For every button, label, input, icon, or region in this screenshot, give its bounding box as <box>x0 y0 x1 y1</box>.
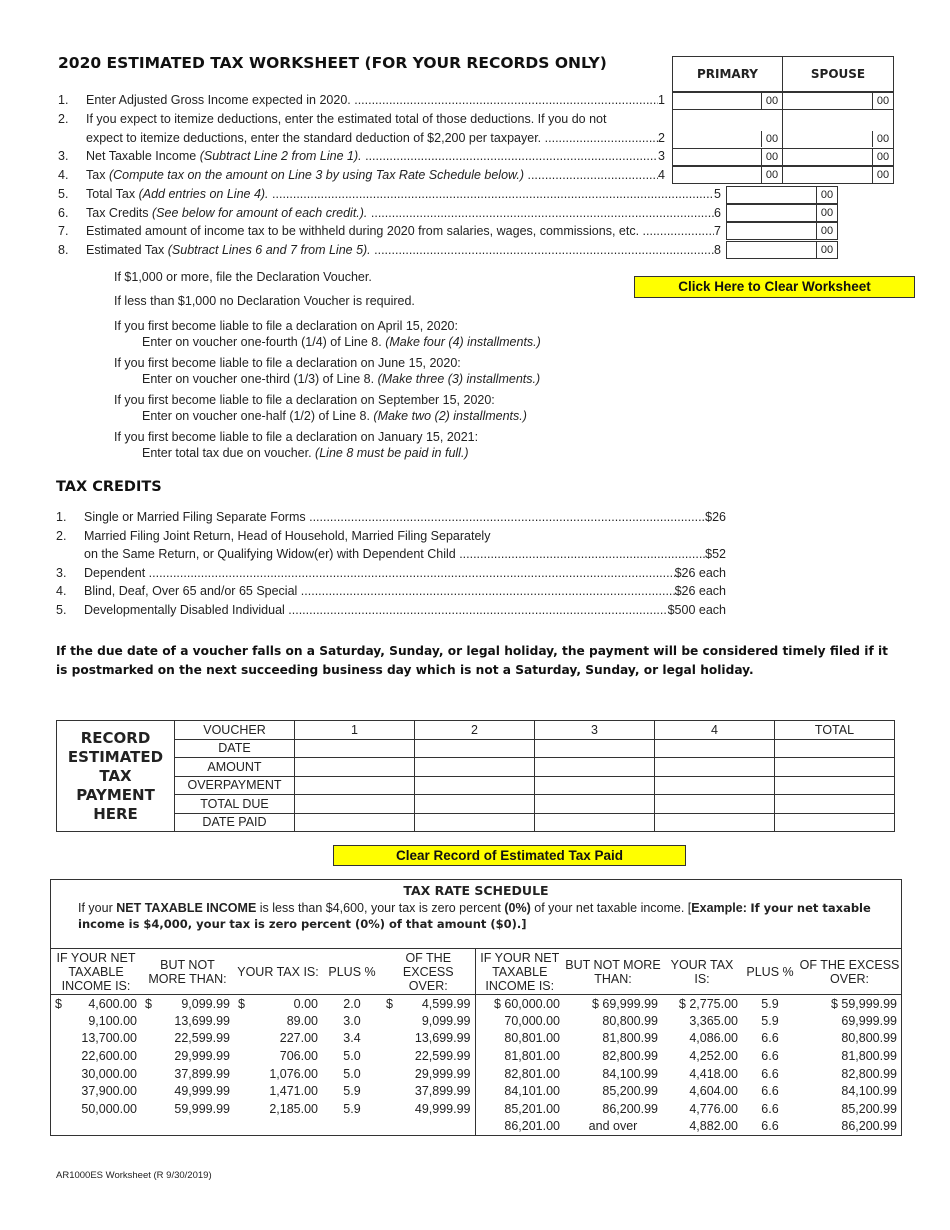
rate-cell: $ 4,599.99 <box>386 996 471 1011</box>
note-september: If you first become liable to file a declaration on September 15, 2020: Enter on voucher one-half (1/2) of Line 8. (Make two (2) installments.) <box>114 393 527 423</box>
rate-cell: 37,900.00 <box>81 1084 137 1099</box>
line-5: 5. Total Tax (Add entries on Line 4). ..... 5 <box>58 187 726 206</box>
rate-cell: 4,604.00 <box>689 1084 738 1099</box>
record-cell[interactable] <box>655 776 775 795</box>
record-label: RECORD ESTIMATED TAX PAYMENT HERE <box>57 721 175 832</box>
rate-cell: $ 60,000.00 <box>475 995 564 1013</box>
th-tax: YOUR TAX IS: <box>234 949 322 995</box>
record-row-amount: AMOUNT <box>175 758 295 777</box>
rate-cell: 706.00 <box>279 1049 318 1064</box>
rate-cell: 84,101.00 <box>475 1082 564 1100</box>
line-2b: expect to itemize deductions, enter the standard deduction of $2,200 per taxpayer. ..... 2 <box>58 131 670 150</box>
note-1000-or-more: If $1,000 or more, file the Declaration Voucher. <box>114 270 372 284</box>
primary-spouse-header <box>672 56 894 92</box>
rate-cell: 85,200.99 <box>841 1101 897 1116</box>
rate-cell <box>234 1118 322 1136</box>
rate-cell: 3.0 <box>343 1013 361 1028</box>
record-cell[interactable] <box>775 795 895 814</box>
record-col-3: 3 <box>535 721 655 740</box>
record-cell[interactable] <box>535 795 655 814</box>
line-1-spouse-input[interactable]: 00 <box>782 92 894 110</box>
rate-cell: $ 69,999.99 <box>591 996 658 1011</box>
rate-cell: 49,999.99 <box>174 1084 230 1099</box>
rate-cell: 89.00 <box>286 1013 318 1028</box>
th-plus: PLUS % <box>742 949 798 995</box>
rate-cell: 13,700.00 <box>81 1031 137 1046</box>
rate-cell: 5.0 <box>343 1049 361 1064</box>
rate-cell: 1,076.00 <box>269 1066 318 1081</box>
rate-cell <box>382 1118 475 1136</box>
th-not-more: BUT NOT MORE THAN: <box>564 949 662 995</box>
rate-cell: 85,201.00 <box>475 1100 564 1118</box>
rate-cell: 4,418.00 <box>689 1066 738 1081</box>
rate-cell: 81,800.99 <box>602 1031 658 1046</box>
rate-cell: 2.0 <box>343 996 361 1011</box>
rate-schedule-title: TAX RATE SCHEDULE <box>403 883 549 898</box>
line-3-primary-input[interactable]: 00 <box>672 148 783 166</box>
record-cell[interactable] <box>775 739 895 758</box>
clear-record-button[interactable]: Clear Record of Estimated Tax Paid <box>333 845 686 866</box>
rate-cell: 82,800.99 <box>841 1066 897 1081</box>
note-june: If you first become liable to file a declaration on June 15, 2020: Enter on voucher one-third (1/3) of Line 8. (Make three (3) installments.) <box>114 356 541 386</box>
credit-1: 1. Single or Married Filing Separate Forms ..... $26 <box>56 510 726 524</box>
rate-cell: 6.6 <box>761 1084 779 1099</box>
th-not-more: BUT NOT MORE THAN: <box>141 949 234 995</box>
record-cell[interactable] <box>655 813 775 832</box>
rate-cell: 29,999.99 <box>414 1066 471 1081</box>
rate-header-row <box>51 949 901 995</box>
th-income: IF YOUR NET TAXABLE INCOME IS: <box>51 949 141 995</box>
note-january: If you first become liable to file a declaration on January 15, 2021: Enter total tax due on voucher. (Line 8 must be paid in full.) <box>114 430 479 460</box>
line-4: 4. Tax (Compute tax on the amount on Line 3 by using Tax Rate Schedule below.) ..... 4 <box>58 168 670 187</box>
due-date-note: If the due date of a voucher falls on a Saturday, Sunday, or legal holiday, the payment will be considered timely filed if it is postmarked on the next succeeding business day which is not a Saturday, Sunday, or legal holiday. <box>56 644 888 677</box>
rate-cell: 37,899.99 <box>414 1084 471 1099</box>
rate-cell: 59,999.99 <box>174 1101 230 1116</box>
credit-3: 3. Dependent ..... $26 each <box>56 566 726 580</box>
line-8-input[interactable]: 00 <box>726 241 838 259</box>
record-row-total-due: TOTAL DUE <box>175 795 295 814</box>
line-3: 3. Net Taxable Income (Subtract Line 2 from Line 1). ..... 3 <box>58 149 670 168</box>
rate-cell <box>322 1118 382 1136</box>
rate-cell: 49,999.99 <box>414 1101 471 1116</box>
note-less-than-1000: If less than $1,000 no Declaration Voucher is required. <box>114 294 415 308</box>
rate-cell: 82,801.00 <box>475 1065 564 1083</box>
rate-cell <box>51 1118 141 1136</box>
record-row-date: DATE <box>175 739 295 758</box>
rate-cell: $ 9,099.99 <box>145 996 230 1011</box>
record-cell[interactable] <box>415 795 535 814</box>
rate-cell: $ 0.00 <box>238 996 318 1011</box>
note-april: If you first become liable to file a declaration on April 15, 2020: Enter on voucher one-fourth (1/4) of Line 8. (Make four (4) installments.) <box>114 319 541 349</box>
rate-cell: 5.9 <box>343 1101 361 1116</box>
rate-cell: 80,800.99 <box>602 1013 658 1028</box>
rate-row <box>51 1030 901 1048</box>
rate-cell: 82,800.99 <box>602 1049 658 1064</box>
th-income: IF YOUR NET TAXABLE INCOME IS: <box>475 949 564 995</box>
record-cell[interactable] <box>775 813 895 832</box>
record-col-1: 1 <box>295 721 415 740</box>
record-row-voucher: VOUCHER <box>175 721 295 740</box>
rate-cell: $ 2,775.00 <box>678 996 738 1011</box>
rate-row <box>51 1082 901 1100</box>
rate-cell: 6.6 <box>761 1049 779 1064</box>
record-cell[interactable] <box>535 776 655 795</box>
line-7: 7. Estimated amount of income tax to be withheld during 2020 from salaries, wages, commissions, etc. ..... 7 <box>58 224 726 243</box>
rate-cell: 6.6 <box>761 1119 779 1134</box>
rate-row <box>51 1047 901 1065</box>
credit-2b: on the Same Return, or Qualifying Widow(er) with Dependent Child ..... $52 <box>56 547 726 561</box>
rate-cell: $ 59,999.99 <box>830 996 897 1011</box>
rate-cell: 86,201.00 <box>475 1118 564 1136</box>
line-2-spouse-input[interactable]: 00 <box>782 109 894 149</box>
rate-cell: 13,699.99 <box>174 1013 230 1028</box>
th-excess: OF THE EXCESS OVER: <box>798 949 901 995</box>
record-col-4: 4 <box>655 721 775 740</box>
record-cell[interactable] <box>655 758 775 777</box>
credit-5: 5. Developmentally Disabled Individual ..... $500 each <box>56 603 726 617</box>
rate-cell: 5.9 <box>761 1013 779 1028</box>
rate-cell: 70,000.00 <box>475 1012 564 1030</box>
rate-cell: 9,099.99 <box>421 1013 471 1028</box>
primary-header: PRIMARY <box>673 57 783 91</box>
record-cell[interactable] <box>295 758 415 777</box>
line-2a: 2. If you expect to itemize deductions, enter the estimated total of those deductions. If you do not <box>58 112 607 126</box>
record-cell[interactable] <box>535 813 655 832</box>
rate-cell: 81,801.00 <box>475 1047 564 1065</box>
rate-cell: 5.9 <box>343 1084 361 1099</box>
rate-cell: 4,252.00 <box>689 1049 738 1064</box>
rate-row <box>51 1012 901 1030</box>
rate-cell: $ 4,600.00 <box>55 996 137 1011</box>
rate-cell: 227.00 <box>279 1031 318 1046</box>
rate-cell: 13,699.99 <box>414 1031 471 1046</box>
rate-cell: 2,185.00 <box>269 1101 318 1116</box>
record-cell[interactable] <box>295 795 415 814</box>
record-payment-table <box>56 720 895 832</box>
rate-cell: 85,200.99 <box>602 1084 658 1099</box>
rate-cell: and over <box>588 1119 638 1134</box>
rate-cell: 3,365.00 <box>689 1013 738 1028</box>
th-plus: PLUS % <box>322 949 382 995</box>
record-cell[interactable] <box>535 758 655 777</box>
line-4-spouse-input[interactable]: 00 <box>782 166 894 184</box>
rate-cell: 84,100.99 <box>602 1066 658 1081</box>
rate-row <box>51 1100 901 1118</box>
line-2-primary-input[interactable]: 00 <box>672 109 783 149</box>
record-col-total: TOTAL <box>775 721 895 740</box>
record-row-overpayment: OVERPAYMENT <box>175 776 295 795</box>
record-col-2: 2 <box>415 721 535 740</box>
rate-cell: 5.9 <box>761 996 779 1011</box>
line-1-primary-input[interactable]: 00 <box>672 92 783 110</box>
rate-cell: 80,801.00 <box>475 1030 564 1048</box>
rate-cell: 29,999.99 <box>174 1049 230 1064</box>
rate-cell: 4,882.00 <box>689 1119 738 1134</box>
page-title: 2020 ESTIMATED TAX WORKSHEET (FOR YOUR RECORDS ONLY) <box>58 54 607 72</box>
rate-cell: 50,000.00 <box>81 1101 137 1116</box>
line-8: 8. Estimated Tax (Subtract Lines 6 and 7 from Line 5). ..... 8 <box>58 243 726 262</box>
th-tax: YOUR TAX IS: <box>662 949 742 995</box>
rate-cell: 6.6 <box>761 1066 779 1081</box>
clear-worksheet-button[interactable]: Click Here to Clear Worksheet <box>634 276 915 298</box>
rate-cell: 4,776.00 <box>689 1101 738 1116</box>
rate-cell: 69,999.99 <box>841 1013 897 1028</box>
line-1: 1. Enter Adjusted Gross Income expected in 2020. ..... 1 <box>58 93 670 112</box>
record-cell[interactable] <box>295 776 415 795</box>
rate-row <box>51 1065 901 1083</box>
record-cell[interactable] <box>775 776 895 795</box>
rate-cell: 5.0 <box>343 1066 361 1081</box>
rate-cell: 37,899.99 <box>174 1066 230 1081</box>
rate-cell: 81,800.99 <box>841 1049 897 1064</box>
record-cell[interactable] <box>415 758 535 777</box>
rate-cell: 4,086.00 <box>689 1031 738 1046</box>
line-6-input[interactable]: 00 <box>726 204 838 222</box>
line-3-spouse-input[interactable]: 00 <box>782 148 894 166</box>
rate-row <box>51 995 901 1013</box>
record-cell[interactable] <box>295 739 415 758</box>
rate-schedule-intro: If your NET TAXABLE INCOME is less than $4,600, your tax is zero percent (0%) of your net taxable income. [Example: If your net taxable income is $4,000, your tax is zero percent (0%) of that amount ($0).] <box>78 901 871 931</box>
record-cell[interactable] <box>655 795 775 814</box>
rate-cell: 84,100.99 <box>841 1084 897 1099</box>
rate-table <box>51 948 901 1135</box>
line-6: 6. Tax Credits (See below for amount of each credit.). ..... 6 <box>58 206 726 225</box>
rate-cell: 1,471.00 <box>269 1084 318 1099</box>
spouse-header: SPOUSE <box>810 67 866 81</box>
rate-cell: 9,100.00 <box>88 1013 137 1028</box>
rate-cell: 86,200.99 <box>602 1101 658 1116</box>
rate-cell: 30,000.00 <box>81 1066 137 1081</box>
record-cell[interactable] <box>295 813 415 832</box>
record-cell[interactable] <box>415 776 535 795</box>
rate-cell: 22,599.99 <box>174 1031 230 1046</box>
record-cell[interactable] <box>535 739 655 758</box>
line-4-primary-input[interactable]: 00 <box>672 166 783 184</box>
record-cell[interactable] <box>415 739 535 758</box>
footer-form-id: AR1000ES Worksheet (R 9/30/2019) <box>56 1170 212 1181</box>
line-5-input[interactable]: 00 <box>726 186 838 204</box>
rate-cell: 3.4 <box>343 1031 361 1046</box>
th-excess: OF THE EXCESS OVER: <box>382 949 475 995</box>
record-cell[interactable] <box>775 758 895 777</box>
credit-2a: 2. Married Filing Joint Return, Head of Household, Married Filing Separately <box>56 529 491 543</box>
rate-cell: 22,600.00 <box>81 1049 137 1064</box>
line-7-input[interactable]: 00 <box>726 222 838 240</box>
rate-row <box>51 1118 901 1136</box>
record-cell[interactable] <box>415 813 535 832</box>
rate-cell: 86,200.99 <box>841 1119 897 1134</box>
rate-cell: 6.6 <box>761 1101 779 1116</box>
credit-4: 4. Blind, Deaf, Over 65 and/or 65 Special ..... $26 each <box>56 584 726 598</box>
tax-rate-schedule <box>50 879 902 1136</box>
rate-cell <box>141 1118 234 1136</box>
rate-cell: 22,599.99 <box>414 1049 471 1064</box>
record-cell[interactable] <box>655 739 775 758</box>
rate-cell: 6.6 <box>761 1031 779 1046</box>
tax-credits-title: TAX CREDITS <box>56 479 162 495</box>
rate-cell: 80,800.99 <box>841 1031 897 1046</box>
record-row-date-paid: DATE PAID <box>175 813 295 832</box>
